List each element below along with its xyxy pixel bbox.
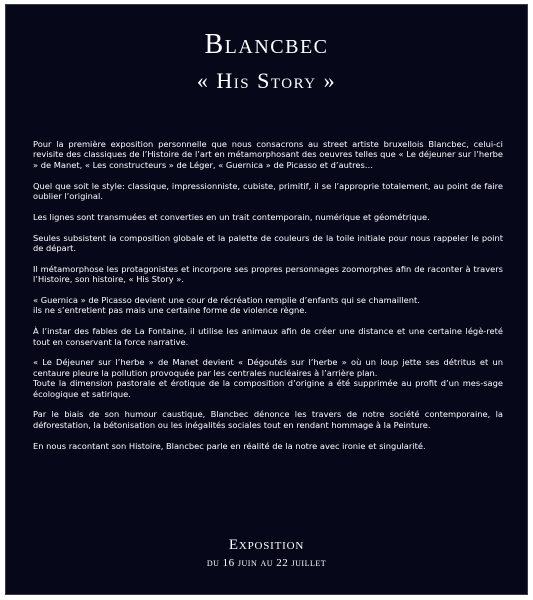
paragraph: Quel que soit le style: classique, impressionniste, cubiste, primitif, il se l’approprie totalement, au point de faire oublier l’original. [33, 180, 503, 202]
paragraph: À l’instar des fables de La Fontaine, il utilise les animaux afin de créer une distance et une certaine légè-reté tout en conservant la force narrative. [33, 326, 503, 347]
paragraph: Il métamorphose les protagonistes et incorpore ses propres personnages zoomorphes afin de raconter à travers l’Histoire, son histoire, « His Story ». [33, 263, 503, 285]
paragraph: « Le Déjeuner sur l’herbe » de Manet devient « Dégoutés sur l’herbe » où un loup jette ses détritus et un centaure pleure la pollution provoquée par les centrales nucléaires à l’arrière plan. Toute la dimension pastorale et érotique de la composition d’origine a été supprimée au profit d’un mes-sage écologique et satirique. [33, 357, 503, 399]
exhibition-poster [5, 4, 528, 595]
paragraph: Seules subsistent la composition globale et la palette de couleurs de la toile initiale pour nous rappeler le point de départ. [33, 232, 503, 254]
paragraph: Par le biais de son humour caustique, Blancbec dénonce les travers de notre société contemporaine, la déforestation, la bétonisation ou les inégalités sociales tout en rendant hommage à la Peinture. [33, 409, 503, 430]
paragraph: Pour la première exposition personnelle que nous consacrons au street artiste bruxellois Blancbec, celui-ci revisite des classiques de l’Histoire de l’art en métamorphosant des oeuvres telles que « Le déjeuner sur l’herbe » de Manet, « Les constructeurs » de Léger, « Guernica » de Picasso et d’autres… [33, 139, 503, 170]
artist-title: Blancbec [204, 29, 329, 60]
exhibition-dates: du 16 juin au 22 juillet [206, 557, 327, 569]
paragraph: « Guernica » de Picasso devient une cour de récréation remplie d’enfants qui se chamaillent. ils ne s’entretient pas mais une certaine forme de violence règne. [33, 295, 420, 316]
exhibition-label: Exposition [228, 537, 305, 553]
paragraph: En nous racontant son Histoire, Blancbec parle en réalité de la notre avec ironie et singularité. [33, 440, 426, 451]
paragraph: Les lignes sont transmuées et converties en un trait contemporain, numérique et géométrique. [33, 211, 430, 222]
exhibition-subtitle: « His Story » [196, 68, 337, 93]
description-text [33, 139, 503, 461]
